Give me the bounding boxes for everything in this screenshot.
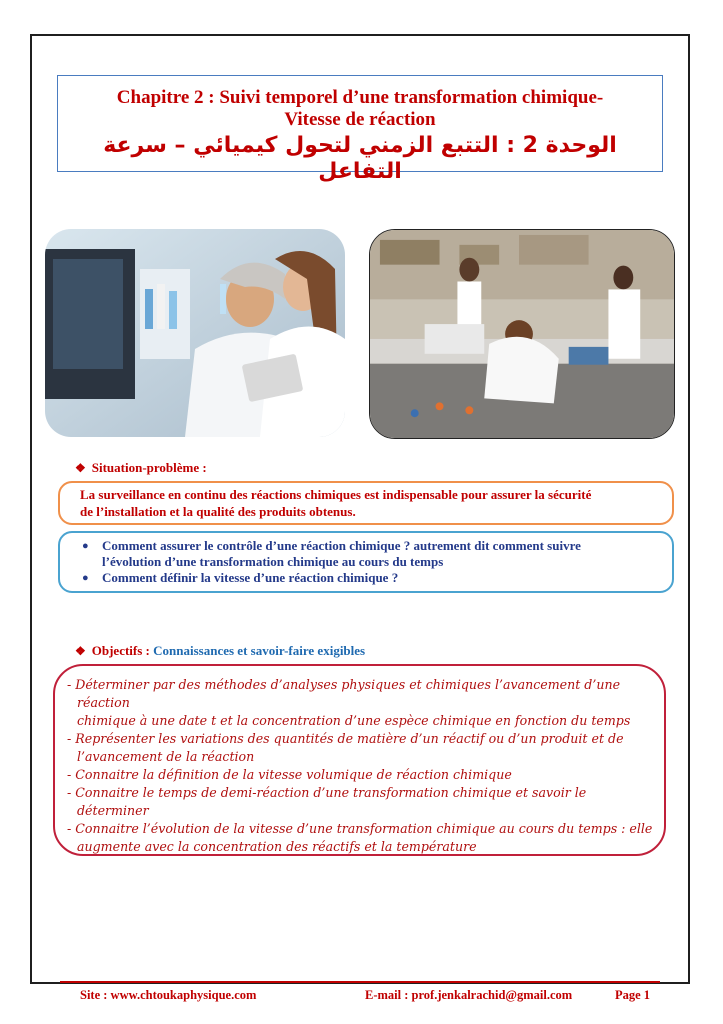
situation-line1: La surveillance en continu des réactions chimiques est indispensable pour assurer la sécurité <box>80 487 592 502</box>
title-fr-line1: Chapitre 2 : Suivi temporel d’une transformation chimique- <box>116 87 604 108</box>
objectifs-heading <box>75 643 365 659</box>
question-item-1 <box>82 538 672 554</box>
objectif-item <box>67 820 654 856</box>
objectif-item <box>67 766 654 784</box>
chapter-title-box <box>57 75 663 184</box>
footer-site: Site : www.chtoukaphysique.com <box>80 988 257 1002</box>
question-1-line1: Comment assurer le contrôle d’une réaction chimique ? autrement dit comment suivre <box>102 538 581 553</box>
question-2: Comment définir la vitesse d’une réaction chimique ? <box>102 570 399 585</box>
objectif-2-line2: l’avancement de la réaction <box>77 749 255 764</box>
situation-box <box>58 481 674 525</box>
objectif-item <box>67 676 654 730</box>
objectif-item <box>67 730 654 766</box>
title-fr-line2: Vitesse de réaction <box>284 109 436 130</box>
chapter-title-ar: الوحدة 2 : التتبع الزمني لتحول كيميائي – سرعة التفاعل <box>103 133 617 184</box>
objectif-4-line1: - Connaitre le temps de demi-réaction d’une transformation chimique et savoir le déterminer <box>67 785 587 818</box>
diamond-bullet-icon: ❖ <box>75 461 86 475</box>
situation-heading <box>75 460 207 476</box>
footer-page-number: Page 1 <box>615 988 651 1002</box>
lab-photo-classroom <box>369 229 675 439</box>
objectif-1-line1: - Déterminer par des méthodes d’analyses physiques et chimiques l’avancement d’une réaction <box>67 677 621 710</box>
question-item-2 <box>82 570 672 586</box>
objectifs-label: Objectifs : <box>91 643 150 658</box>
objectif-item <box>67 784 654 820</box>
situation-heading-text: Situation-problème : <box>91 460 207 475</box>
objectifs-subtitle: Connaissances et savoir-faire exigibles <box>153 643 366 658</box>
footer-rule <box>60 981 660 983</box>
objectif-2-line1: - Représenter les variations des quantités de matière d’un réactif ou d’un produit et de <box>67 731 624 746</box>
footer-email: E-mail : prof.jenkalrachid@gmail.com <box>365 988 573 1002</box>
question-1-line2: l’évolution d’une transformation chimique au cours du temps <box>102 554 444 569</box>
chapter-title-fr <box>58 87 662 131</box>
bullet-icon: ● <box>82 572 89 584</box>
bullet-icon: ● <box>82 540 89 552</box>
objectif-3-line1: - Connaitre la définition de la vitesse volumique de réaction chimique <box>67 767 512 782</box>
diamond-bullet-icon: ❖ <box>75 644 86 658</box>
lab-photo-scientists <box>45 229 345 437</box>
objectif-5-line1: - Connaitre l’évolution de la vitesse d’une transformation chimique au cours du temps : elle <box>67 821 653 836</box>
objectifs-box <box>53 664 666 856</box>
questions-box <box>58 531 674 593</box>
objectif-1-line2: chimique à une date t et la concentration d’une espèce chimique en fonction du temps <box>77 713 631 728</box>
situation-line2: de l’installation et la qualité des produits obtenus. <box>80 504 356 519</box>
objectif-5-line2: augmente avec la concentration des réactifs et la température <box>77 839 477 854</box>
